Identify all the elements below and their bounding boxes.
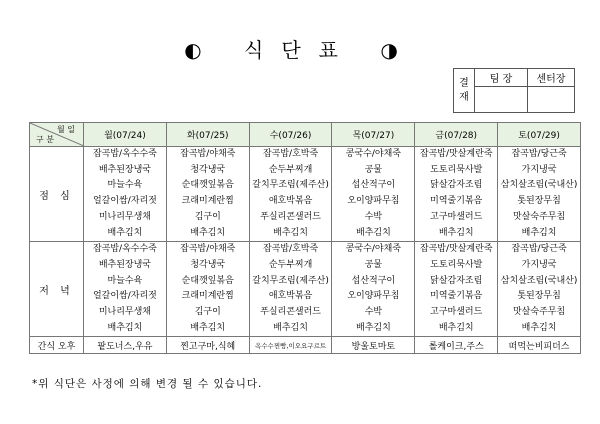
- day-header: 목(07/27): [332, 123, 415, 147]
- snack-cell: 롤케이크,주스: [415, 337, 498, 354]
- lunch-cell: [498, 147, 581, 242]
- dish: 잡곡밥/맛살계란죽: [419, 244, 493, 255]
- day-header: 월(07/24): [84, 123, 167, 147]
- dish: 가지냉국: [521, 259, 557, 270]
- dish: 푸실리콘샐러드: [260, 211, 321, 222]
- dish: 삼치살조림(국내산): [500, 180, 578, 191]
- dish: 도토리묵사발: [430, 164, 483, 175]
- dish: 톳된장무침: [517, 196, 561, 207]
- dish: 오이양파무침: [347, 291, 400, 302]
- dish: 잡곡밥/호박죽: [262, 244, 319, 255]
- dish: 수박: [364, 211, 383, 222]
- snack-label: 간식 오후: [30, 337, 84, 354]
- dinner-cell: [166, 242, 249, 337]
- lunch-row: [30, 147, 581, 242]
- snack-cell: 찐고구마,식혜: [166, 337, 249, 354]
- dish: 애호박볶음: [268, 291, 313, 302]
- dish: 마늘수육: [107, 180, 143, 191]
- dish: 미역줄기볶음: [430, 291, 483, 302]
- dish: 잡곡밥/옥수수죽: [92, 244, 157, 255]
- dish: 김구이: [194, 211, 221, 222]
- snack-cell: 팥도너스,우유: [84, 337, 167, 354]
- table-corner: [30, 123, 84, 147]
- approval-header-center-head: 센터장: [528, 69, 575, 87]
- dish: 잡곡밥/맛살계란죽: [419, 149, 493, 159]
- day-header: 토(07/29): [498, 123, 581, 147]
- dish: 도토리묵사발: [430, 259, 483, 270]
- dish: 배추김치: [521, 227, 557, 238]
- day-header-row: [30, 123, 581, 147]
- dinner-label: 저 녁: [30, 242, 84, 337]
- dinner-cell: [84, 242, 167, 337]
- dish: 미나리무생채: [98, 211, 151, 222]
- dish: 배추김치: [356, 322, 391, 333]
- dish: 청각냉국: [190, 259, 226, 270]
- dish: 공물: [364, 259, 383, 270]
- dish: 공물: [364, 164, 383, 175]
- dish: 잡곡밥/당근죽: [511, 244, 567, 255]
- snack-cell: 옥수수찐빵,이오요구르트: [249, 337, 332, 354]
- dish: 배추김치: [190, 227, 226, 238]
- corner-category-label: 구 분: [36, 135, 54, 144]
- dish: 순대깻잎볶음: [181, 180, 234, 191]
- dish: 잡곡밥/야채죽: [180, 244, 236, 255]
- dish: 크래미계란찜: [181, 196, 234, 207]
- lunch-label: 점 심: [30, 147, 84, 242]
- dish: 배추김치: [273, 227, 308, 238]
- dish: 가지냉국: [521, 164, 557, 175]
- dish: 맛살숙주무침: [512, 211, 566, 222]
- day-header: 화(07/25): [166, 123, 249, 147]
- dish: 애호박볶음: [268, 196, 313, 207]
- lunch-cell: [249, 147, 332, 242]
- dish: 섭산적구이: [351, 275, 396, 286]
- dinner-cell: [498, 242, 581, 337]
- dish: 갈치무조림(제주산): [252, 180, 329, 191]
- dish: 배추김치: [273, 322, 308, 333]
- dish: 얼갈이쌈/자리젓: [92, 196, 157, 207]
- dish: 잡곡밥/야채죽: [180, 149, 236, 159]
- corner-day-label: 월 일: [57, 125, 75, 134]
- dish: 고구마샐러드: [430, 307, 483, 318]
- dish: 맛살숙주무침: [512, 307, 566, 318]
- dish: 콩국수/야채죽: [345, 149, 401, 159]
- dish: 미역줄기볶음: [430, 196, 483, 207]
- dish: 마늘수육: [107, 275, 143, 286]
- dish: 잡곡밥/옥수수죽: [92, 149, 157, 159]
- dish: 톳된장무침: [517, 291, 561, 302]
- dish: 배추김치: [438, 227, 474, 238]
- snack-cell: 떠먹는비피더스: [498, 337, 581, 354]
- approval-label: 결 재: [454, 69, 475, 113]
- dish: 배추김치: [107, 322, 143, 333]
- dish: 푸실리콘샐러드: [260, 307, 321, 318]
- dish: 순대깻잎볶음: [181, 275, 234, 286]
- dinner-row: [30, 242, 581, 337]
- lunch-cell: [84, 147, 167, 242]
- dinner-cell: [415, 242, 498, 337]
- dish: 배추된장냉국: [98, 164, 151, 175]
- dish: 콩국수/야채죽: [345, 244, 401, 255]
- dish: 오이양파무침: [347, 196, 400, 207]
- dish: 잡곡밥/호박죽: [262, 149, 319, 159]
- day-header: 금(07/28): [415, 123, 498, 147]
- dish: 닭살감자조림: [430, 180, 483, 191]
- snack-cell: 방울토마토: [332, 337, 415, 354]
- dish: 잡곡밥/당근죽: [511, 149, 567, 159]
- signature-cell-center-head: [528, 87, 575, 113]
- lunch-cell: [332, 147, 415, 242]
- dish: 배추김치: [190, 322, 226, 333]
- dish: 고구마샐러드: [430, 211, 483, 222]
- dinner-cell: [249, 242, 332, 337]
- dish: 수박: [364, 307, 383, 318]
- snack-row: [30, 337, 581, 354]
- dish: 배추김치: [356, 227, 391, 238]
- dish: 청각냉국: [190, 164, 226, 175]
- approval-header-team-lead: 팀 장: [475, 69, 528, 87]
- meal-table: [29, 122, 581, 354]
- dish: 섭산적구이: [351, 180, 396, 191]
- footnote: *위 식단은 사정에 의해 변경 될 수 있습니다.: [32, 378, 263, 390]
- lunch-cell: [166, 147, 249, 242]
- dish: 얼갈이쌈/자리젓: [92, 291, 157, 302]
- dish: 순두부찌개: [268, 259, 313, 270]
- dish: 미나리무생채: [98, 307, 151, 318]
- dish: 순두부찌개: [268, 164, 313, 175]
- dish: 삼치살조림(국내산): [500, 275, 578, 286]
- dish: 배추된장냉국: [98, 259, 151, 270]
- page-title: ◐ 식단표 ◑: [184, 38, 416, 62]
- lunch-cell: [415, 147, 498, 242]
- dish: 배추김치: [107, 227, 143, 238]
- dish: 크래미계란찜: [181, 291, 234, 302]
- dish: 갈치무조림(제주산): [252, 275, 329, 286]
- dish: 닭살감자조림: [430, 275, 483, 286]
- dish: 배추김치: [438, 322, 474, 333]
- day-header: 수(07/26): [249, 123, 332, 147]
- dinner-cell: [332, 242, 415, 337]
- dish: 김구이: [194, 307, 221, 318]
- approval-box: [453, 68, 575, 113]
- signature-cell-team-lead: [475, 87, 528, 113]
- dish: 배추김치: [521, 322, 557, 333]
